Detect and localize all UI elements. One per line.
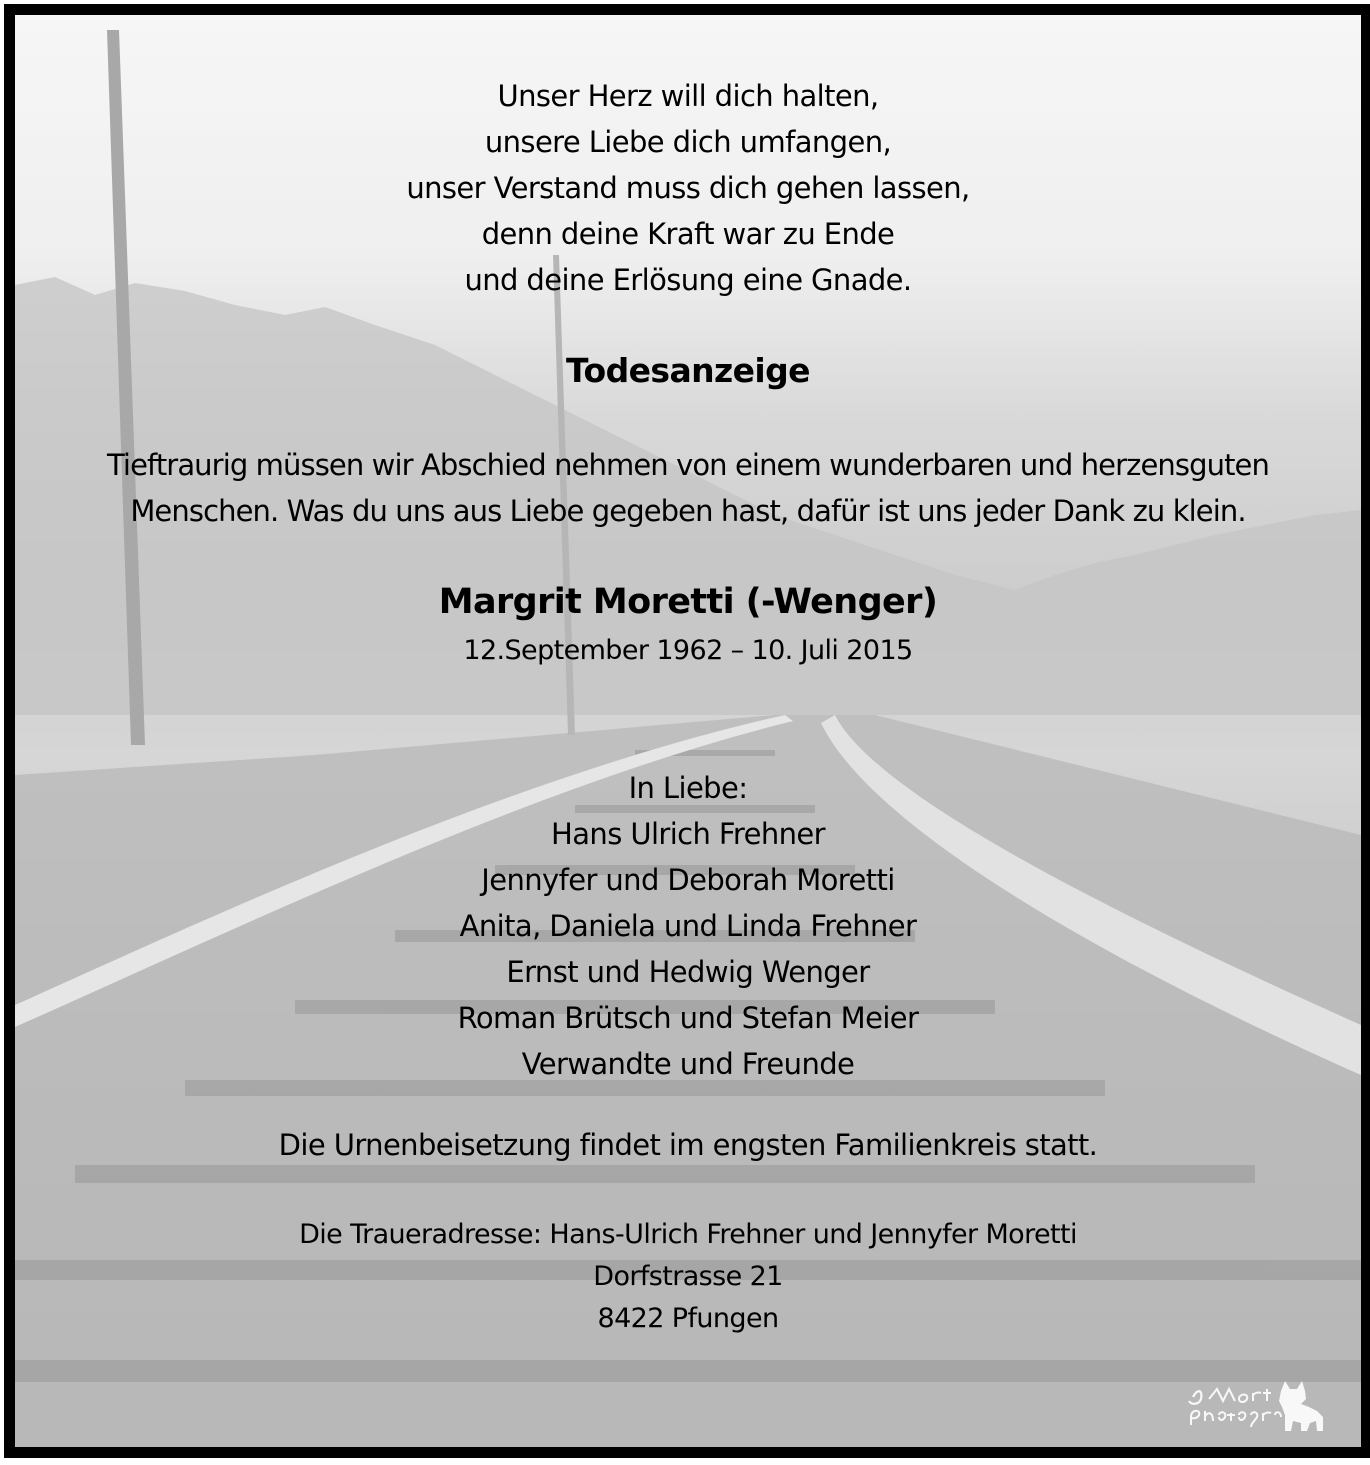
intro-text bbox=[15, 442, 1361, 534]
address-line: Die Traueradresse: Hans-Ulrich Frehner und Jennyfer Moretti bbox=[299, 1219, 1077, 1250]
poem-line: unsere Liebe dich umfangen, bbox=[484, 125, 892, 159]
poem-line: und deine Erlösung eine Gnade. bbox=[464, 263, 912, 297]
mourner-name: Jennyfer und Deborah Moretti bbox=[481, 863, 895, 897]
intro-line: Tieftraurig müssen wir Abschied nehmen von einem wunderbaren und herzensguten bbox=[107, 448, 1269, 482]
mourner-name: Verwandte und Freunde bbox=[521, 1047, 855, 1081]
life-dates: 12.September 1962 – 10. Juli 2015 bbox=[463, 635, 913, 666]
mourner-name: Ernst und Hedwig Wenger bbox=[506, 955, 870, 989]
mourners-list bbox=[15, 765, 1361, 1087]
mourner-name: Roman Brütsch und Stefan Meier bbox=[457, 1001, 919, 1035]
poem-line: Unser Herz will dich halten, bbox=[497, 79, 879, 113]
address-line: Dorfstrasse 21 bbox=[593, 1261, 783, 1292]
poem-line: denn deine Kraft war zu Ende bbox=[481, 217, 895, 251]
mourner-name: Hans Ulrich Frehner bbox=[551, 817, 825, 851]
mourning-address bbox=[15, 1214, 1361, 1340]
poem-line: unser Verstand muss dich gehen lassen, bbox=[406, 171, 970, 205]
intro-line: Menschen. Was du uns aus Liebe gegeben hast, dafür ist uns jeder Dank zu klein. bbox=[130, 494, 1246, 528]
obituary-heading: Todesanzeige bbox=[566, 351, 810, 390]
mourners-intro: In Liebe: bbox=[628, 771, 748, 805]
poem bbox=[15, 73, 1361, 303]
burial-note: Die Urnenbeisetzung findet im engsten Familienkreis statt. bbox=[278, 1128, 1098, 1162]
obituary-frame bbox=[4, 4, 1370, 1458]
address-line: 8422 Pfungen bbox=[597, 1303, 779, 1334]
dog-icon bbox=[1279, 1381, 1323, 1431]
mourner-name: Anita, Daniela und Linda Frehner bbox=[459, 909, 917, 943]
deceased-name: Margrit Moretti (-Wenger) bbox=[438, 582, 938, 622]
photographer-watermark bbox=[1177, 1371, 1327, 1435]
